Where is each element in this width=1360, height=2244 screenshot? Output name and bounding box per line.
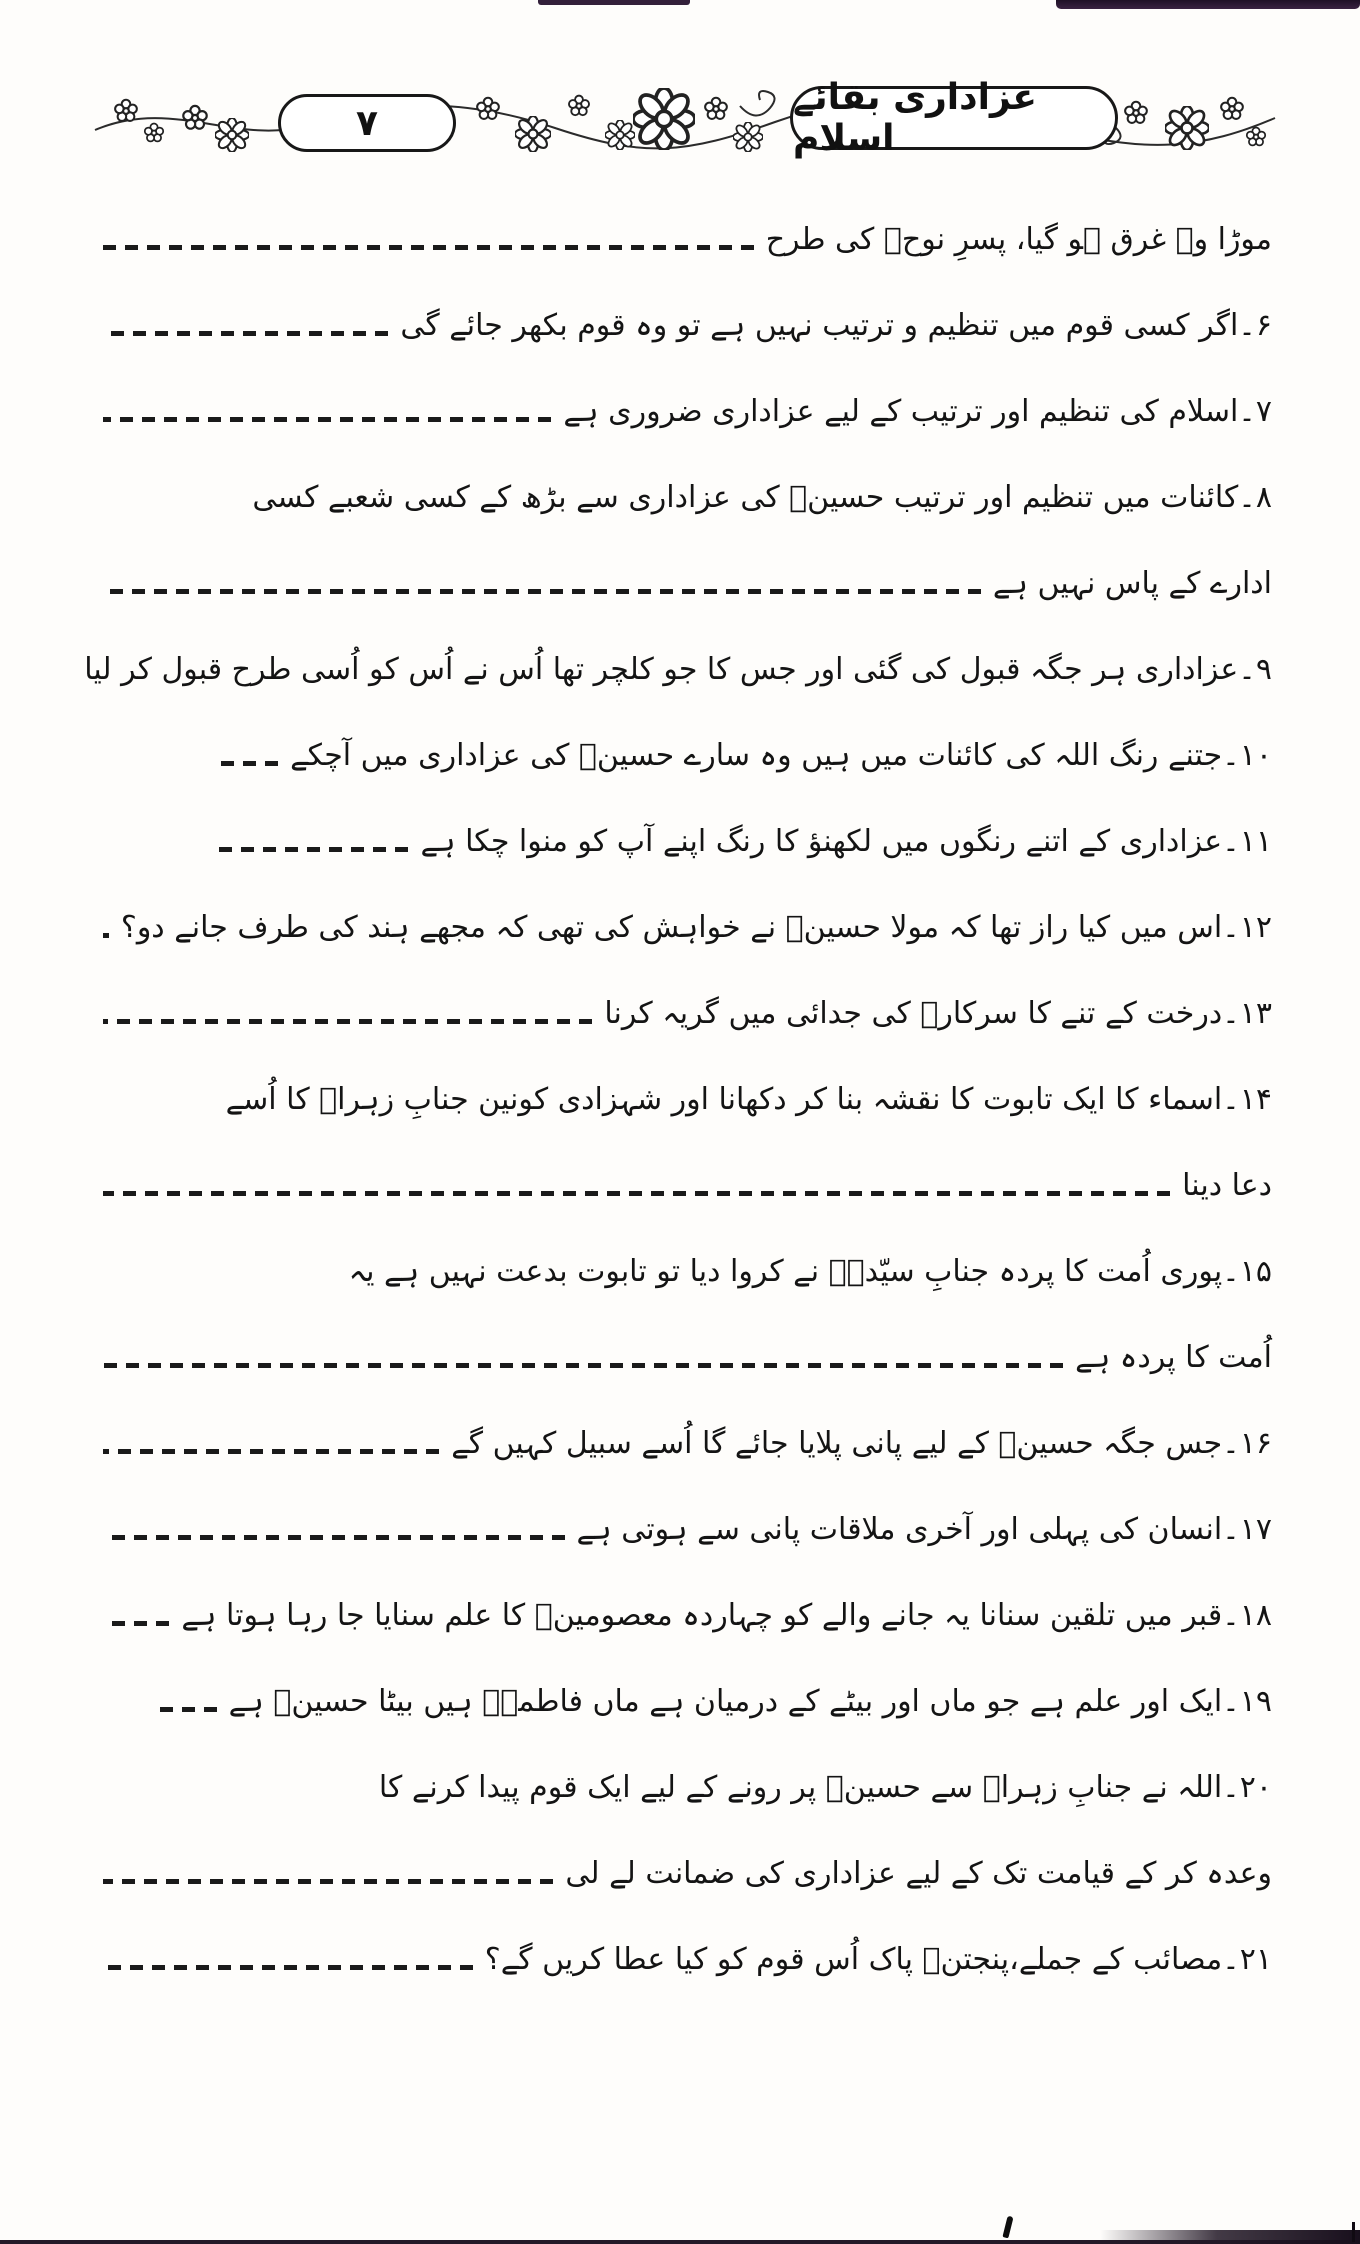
text-line [103, 1572, 1272, 1658]
text-line [103, 884, 1272, 970]
page-number-badge [278, 94, 456, 152]
line-text: ۱۲۔اس میں کیا راز تھا کہ مولا حسینؑ نے خواہش کی تھی کہ مجھے ہند کی طرف جانے دو؟ [120, 909, 1272, 945]
text-line [84, 626, 1272, 712]
dashed-blank [103, 589, 981, 594]
page-number: ۷ [356, 102, 378, 144]
line-text: ۲۱۔مصائب کے جملے،پنجتنؑ پاک اُس قوم کو کیا عطا کریں گے؟ [484, 1941, 1272, 1977]
text-line [103, 1142, 1272, 1228]
line-text: ۱۶۔جس جگہ حسینؑ کے لیے پانی پلایا جائے گا اُسے سبیل کہیں گے [451, 1425, 1272, 1461]
text-line [103, 1744, 1272, 1830]
dashed-blank [103, 1019, 592, 1024]
line-text: ۲۰۔اللہ نے جنابِ زہراؑ سے حسینؑ پر رونے کے لیے ایک قوم پیدا کرنے کا [378, 1769, 1272, 1805]
dashed-blank [210, 847, 408, 852]
dashed-blank [103, 1449, 439, 1454]
line-text: ۱۹۔ایک اور علم ہے جو ماں اور بیٹے کے درمیان ہے ماں فاطمہؑ ہیں بیٹا حسینؑ ہے [228, 1683, 1272, 1719]
text-line [103, 1830, 1272, 1916]
text-line [103, 1486, 1272, 1572]
text-line [103, 1916, 1272, 2002]
scan-edge-mark-top-right [1056, 0, 1360, 9]
line-text: ادارے کے پاس نہیں ہے [992, 565, 1272, 601]
text-line [103, 1228, 1272, 1314]
scan-edge-tick [1352, 2222, 1355, 2242]
dashed-blank [103, 245, 754, 250]
line-text: ۱۱۔عزاداری کے اتنے رنگوں میں لکھنؤ کا رنگ اپنے آپ کو منوا چکا ہے [420, 823, 1272, 859]
line-text: ۱۰۔جتنے رنگ اللہ کی کائنات میں ہیں وہ سارے حسینؑ کی عزاداری میں آچکے [290, 737, 1272, 773]
line-text: ۱۳۔درخت کے تنے کا سرکارؐ کی جدائی میں گریہ کرنا [604, 995, 1272, 1031]
stray-ink-mark [1002, 2216, 1013, 2239]
dashed-blank [103, 417, 551, 422]
text-line [103, 282, 1272, 368]
scan-edge-shadow-bottom-right [1100, 2230, 1360, 2244]
dashed-blank [103, 933, 109, 938]
text-line [103, 1658, 1272, 1744]
line-text: ۶۔اگر کسی قوم میں تنظیم و ترتیب نہیں ہے تو وہ قوم بکھر جائے گی [400, 307, 1272, 343]
scan-edge-mark-top-left [538, 0, 690, 5]
dashed-blank [103, 1879, 553, 1884]
line-text: ۸۔کائنات میں تنظیم اور ترتیب حسینؑ کی عزاداری سے بڑھ کے کسی شعبے کسی [252, 479, 1272, 515]
line-text: ۱۸۔قبر میں تلقین سنانا یہ جانے والے کو چہاردہ معصومینؑ کا علم سنایا جا رہا ہوتا ہے [181, 1597, 1272, 1633]
text-lines [84, 196, 1272, 2002]
text-line [103, 454, 1272, 540]
dashed-blank [151, 1707, 217, 1712]
dashed-blank [212, 761, 278, 766]
text-line [103, 1314, 1272, 1400]
text-line [103, 798, 1272, 884]
book-title: عزاداری بقائے اسلام [793, 77, 1037, 159]
line-text: دعا دینا [1182, 1167, 1272, 1203]
line-text: اُمت کا پردہ ہے [1075, 1339, 1272, 1375]
line-text: ۱۵۔پوری اُمت کا پردہ جنابِ سیّدہؑ نے کروا دیا تو تابوت بدعت نہیں ہے یہ [348, 1253, 1272, 1289]
dashed-blank [103, 1965, 473, 1970]
line-text: وعدہ کر کے قیامت تک کے لیے عزاداری کی ضمانت لے لی [565, 1855, 1272, 1891]
text-line [103, 1400, 1272, 1486]
text-line [103, 1056, 1272, 1142]
dashed-blank [103, 1621, 169, 1626]
book-title-badge [790, 77, 1118, 159]
text-line [103, 368, 1272, 454]
dashed-blank [103, 1363, 1063, 1368]
line-text: ۱۷۔انسان کی پہلی اور آخری ملاقات پانی سے ہوتی ہے [576, 1511, 1272, 1547]
text-line [103, 712, 1272, 798]
line-text: موڑا وہ غرق ہو گیا، پسرِ نوحؑ کی طرح [765, 221, 1272, 257]
text-line [103, 196, 1272, 282]
text-line [103, 970, 1272, 1056]
dashed-blank [103, 331, 388, 336]
page-header [85, 78, 1280, 162]
dashed-blank [103, 1191, 1170, 1196]
text-line [103, 540, 1272, 626]
line-text: ۱۴۔اسماء کا ایک تابوت کا نقشہ بنا کر دکھانا اور شہزادی کونین جنابِ زہراؑ کا اُسے [225, 1081, 1272, 1117]
line-text: ۹۔عزاداری ہر جگہ قبول کی گئی اور جس کا جو کلچر تھا اُس نے اُس کو اُسی طرح قبول کر لیا [84, 651, 1272, 687]
line-text: ۷۔اسلام کی تنظیم اور ترتیب کے لیے عزاداری ضروری ہے [563, 393, 1272, 429]
dashed-blank [103, 1535, 565, 1540]
